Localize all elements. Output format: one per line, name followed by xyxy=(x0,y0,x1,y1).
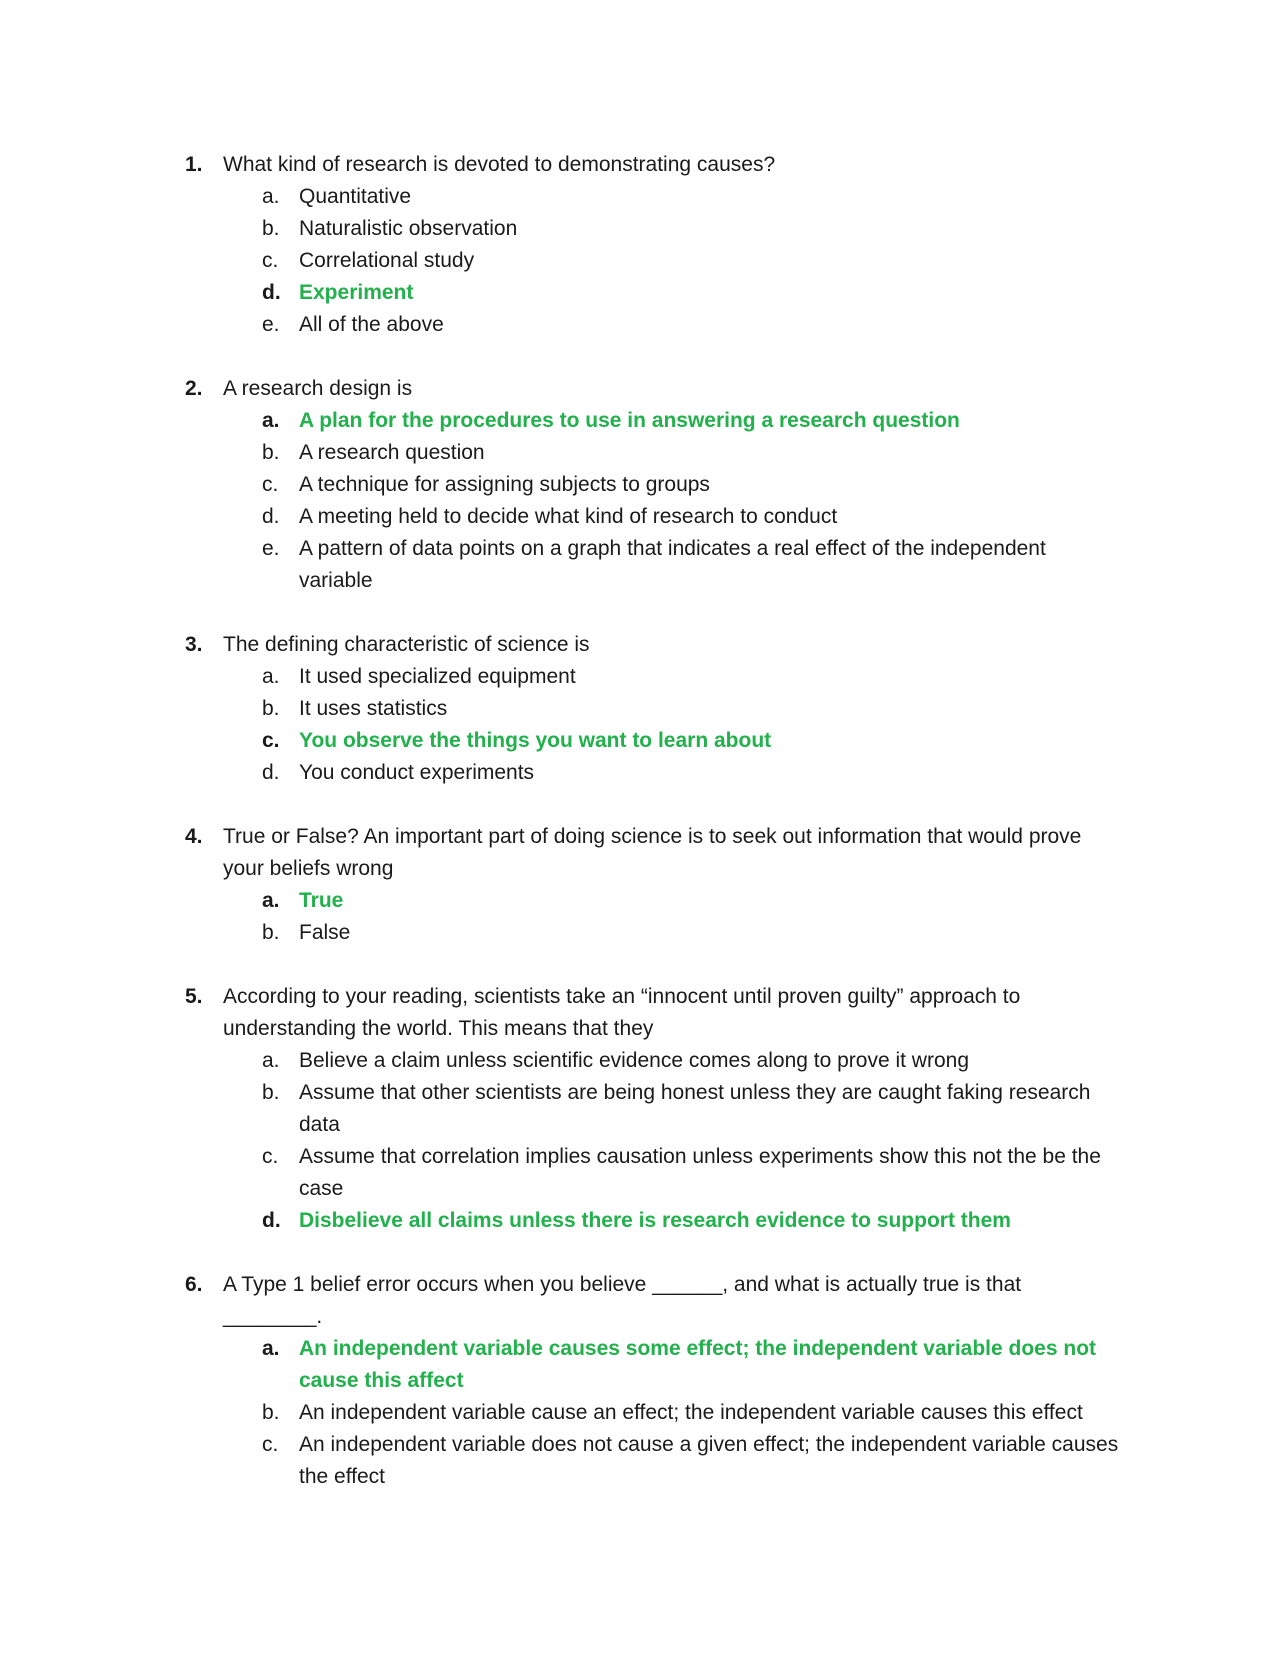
question-number: 1. xyxy=(185,153,203,176)
option-a-correct-answer xyxy=(262,405,1125,437)
question-number: 2. xyxy=(185,377,203,400)
option-text: A plan for the procedures to use in answering a research question xyxy=(299,409,960,432)
question-text: According to your reading, scientists take an “innocent until proven guilty” approach to understanding the world. This means that they xyxy=(223,985,1021,1040)
option-text: Naturalistic observation xyxy=(299,217,518,240)
option-text: Assume that other scientists are being honest unless they are caught faking research data xyxy=(299,1081,1091,1136)
question-1 xyxy=(185,149,1125,341)
question-text: The defining characteristic of science is xyxy=(223,633,590,656)
option-letter: a. xyxy=(262,185,280,208)
option-a xyxy=(262,181,1125,213)
option-letter: d. xyxy=(262,505,280,528)
option-letter: e. xyxy=(262,313,280,336)
question-2 xyxy=(185,373,1125,597)
question-5 xyxy=(185,981,1125,1237)
option-letter: b. xyxy=(262,1401,280,1424)
option-letter: a. xyxy=(262,889,280,912)
option-letter: c. xyxy=(262,1145,279,1168)
question-text: What kind of research is devoted to demonstrating causes? xyxy=(223,153,776,176)
question-text: True or False? An important part of doing science is to seek out information that would prove your beliefs wrong xyxy=(223,825,1082,880)
question-number: 5. xyxy=(185,985,203,1008)
option-b xyxy=(262,693,1125,725)
option-a-correct-answer xyxy=(262,1333,1125,1397)
option-a xyxy=(262,1045,1125,1077)
question-line xyxy=(185,821,1125,885)
option-b xyxy=(262,1397,1125,1429)
question-number: 3. xyxy=(185,633,203,656)
option-d-correct-answer xyxy=(262,277,1125,309)
question-line xyxy=(185,373,1125,405)
option-d-correct-answer xyxy=(262,1205,1125,1237)
option-text: Disbelieve all claims unless there is research evidence to support them xyxy=(299,1209,1011,1232)
option-letter: a. xyxy=(262,665,280,688)
option-d xyxy=(262,501,1125,533)
option-text: Experiment xyxy=(299,281,414,304)
option-e xyxy=(262,533,1125,597)
option-letter: e. xyxy=(262,537,280,560)
option-text: An independent variable cause an effect; the independent variable causes this effect xyxy=(299,1401,1083,1424)
option-text: All of the above xyxy=(299,313,444,336)
option-letter: b. xyxy=(262,1081,280,1104)
option-c xyxy=(262,1429,1125,1493)
option-b xyxy=(262,917,1125,949)
option-text: An independent variable causes some effect; the independent variable does not cause this affect xyxy=(299,1337,1097,1392)
option-list xyxy=(262,885,1125,949)
question-6 xyxy=(185,1269,1125,1493)
option-b xyxy=(262,437,1125,469)
option-letter: d. xyxy=(262,1209,281,1232)
option-letter: b. xyxy=(262,697,280,720)
option-letter: b. xyxy=(262,921,280,944)
option-list xyxy=(262,181,1125,341)
option-letter: c. xyxy=(262,473,279,496)
question-text: A research design is xyxy=(223,377,413,400)
option-letter: a. xyxy=(262,409,280,432)
question-line xyxy=(185,629,1125,661)
option-b xyxy=(262,1077,1125,1141)
question-line xyxy=(185,1269,1125,1333)
option-text: It used specialized equipment xyxy=(299,665,576,688)
option-c xyxy=(262,469,1125,501)
question-3 xyxy=(185,629,1125,789)
option-c-correct-answer xyxy=(262,725,1125,757)
question-number: 6. xyxy=(185,1273,203,1296)
option-letter: c. xyxy=(262,729,280,752)
option-text: An independent variable does not cause a given effect; the independent variable causes the effect xyxy=(299,1433,1119,1488)
option-letter: b. xyxy=(262,217,280,240)
option-e xyxy=(262,309,1125,341)
option-text: You conduct experiments xyxy=(299,761,535,784)
option-text: Believe a claim unless scientific evidence comes along to prove it wrong xyxy=(299,1049,970,1072)
option-text: A technique for assigning subjects to groups xyxy=(299,473,710,496)
option-c xyxy=(262,245,1125,277)
question-number: 4. xyxy=(185,825,203,848)
option-d xyxy=(262,757,1125,789)
option-a-correct-answer xyxy=(262,885,1125,917)
option-letter: b. xyxy=(262,441,280,464)
option-text: Correlational study xyxy=(299,249,475,272)
option-letter: a. xyxy=(262,1337,280,1360)
option-a xyxy=(262,661,1125,693)
option-letter: c. xyxy=(262,1433,279,1456)
option-text: It uses statistics xyxy=(299,697,448,720)
option-text: True xyxy=(299,889,344,912)
option-list xyxy=(262,661,1125,789)
option-text: A meeting held to decide what kind of research to conduct xyxy=(299,505,838,528)
option-text: Assume that correlation implies causation unless experiments show this not the be the case xyxy=(299,1145,1101,1200)
option-text: A research question xyxy=(299,441,485,464)
question-4 xyxy=(185,821,1125,949)
option-letter: c. xyxy=(262,249,279,272)
option-letter: d. xyxy=(262,761,280,784)
question-line xyxy=(185,981,1125,1045)
question-line xyxy=(185,149,1125,181)
quiz xyxy=(185,149,1125,1525)
option-text: Quantitative xyxy=(299,185,412,208)
option-list xyxy=(262,405,1125,597)
option-letter: a. xyxy=(262,1049,280,1072)
option-c xyxy=(262,1141,1125,1205)
option-text: You observe the things you want to learn about xyxy=(299,729,772,752)
question-text: A Type 1 belief error occurs when you believe ______, and what is actually true is that ________. xyxy=(223,1273,1022,1328)
option-list xyxy=(262,1333,1125,1493)
option-text: False xyxy=(299,921,351,944)
option-letter: d. xyxy=(262,281,281,304)
option-text: A pattern of data points on a graph that indicates a real effect of the independent variable xyxy=(299,537,1046,592)
option-list xyxy=(262,1045,1125,1237)
option-b xyxy=(262,213,1125,245)
